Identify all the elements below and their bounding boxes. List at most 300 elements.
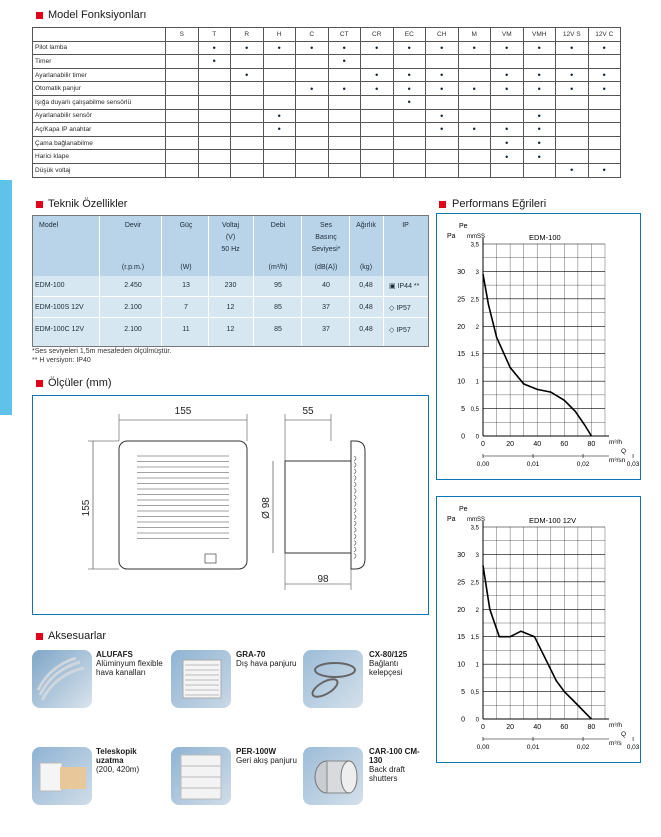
- model-cell: [523, 41, 556, 55]
- aluflex-duct-image: [32, 650, 92, 708]
- feature-dot: •: [570, 42, 574, 53]
- model-cell: [328, 136, 361, 150]
- model-cell: [523, 82, 556, 96]
- model-cell: [198, 150, 231, 164]
- feature-dot: •: [277, 42, 281, 53]
- feature-dot: •: [570, 83, 574, 94]
- telescopic-extension-image: [32, 747, 92, 805]
- feature-dot: •: [375, 70, 379, 81]
- chart-svg-edm100-12v: [437, 497, 640, 762]
- model-cell: [556, 150, 589, 164]
- spec-cell-ses: 37: [322, 326, 330, 333]
- section-marker: [36, 380, 43, 387]
- spec-cell-devir: 2.450: [124, 282, 142, 289]
- section-title-model-functions: Model Fonksiyonları: [48, 9, 147, 21]
- model-column-header: 12V S: [556, 28, 589, 42]
- dim-diameter-98: Ø 98: [261, 497, 272, 519]
- model-cell: [588, 95, 621, 109]
- y-tick-pa: 25: [457, 579, 465, 587]
- car100-backdraft-image: [303, 747, 363, 805]
- model-cell: [426, 163, 459, 177]
- spec-note-1: *Ses seviyeleri 1,5m mesafeden ölçülmüştür.: [32, 348, 172, 355]
- model-cell: [426, 95, 459, 109]
- cx-clamp-image: [303, 650, 363, 708]
- model-cell: [328, 95, 361, 109]
- feature-dot: •: [505, 70, 509, 81]
- model-cell: [296, 150, 329, 164]
- model-cell: [166, 55, 199, 69]
- feature-dot: •: [570, 165, 574, 176]
- y-tick-pa: 30: [457, 551, 465, 559]
- accessory-desc: Alüminyum flexible hava kanalları: [96, 659, 163, 677]
- model-cell: [523, 95, 556, 109]
- model-cell: [523, 150, 556, 164]
- model-cell: [328, 41, 361, 55]
- model-cell: [361, 55, 394, 69]
- model-row-label: Düşük voltaj: [33, 163, 166, 177]
- x-tick: 80: [587, 724, 596, 731]
- accessory-desc: (200, 420m): [96, 765, 140, 774]
- model-column-header: CH: [426, 28, 459, 42]
- model-cell: [263, 163, 296, 177]
- model-column-header: CT: [328, 28, 361, 42]
- accessory-name: CAR-100 CM-130: [369, 747, 420, 765]
- model-cell: [491, 150, 524, 164]
- y-tick-pa: 0: [461, 433, 465, 441]
- model-row: [33, 68, 621, 82]
- model-cell: [556, 95, 589, 109]
- x-tick: 0: [481, 724, 485, 731]
- performance-chart-2: [436, 496, 641, 763]
- feature-dot: •: [537, 83, 541, 94]
- model-cell: [426, 55, 459, 69]
- model-cell: [166, 163, 199, 177]
- model-row-label: Otomatik panjur: [33, 82, 166, 96]
- model-cell: [458, 136, 491, 150]
- performance-chart-1: [436, 213, 641, 480]
- y-tick-pa: 10: [457, 378, 465, 386]
- feature-dot: •: [375, 83, 379, 94]
- feature-dot: •: [570, 70, 574, 81]
- model-cell: [393, 150, 426, 164]
- accessory-name: ALUFAFS: [96, 650, 133, 659]
- y-tick-pa: 10: [457, 661, 465, 669]
- model-cell: [458, 150, 491, 164]
- y-tick-pa: 25: [457, 296, 465, 304]
- spec-cell-ses: 37: [322, 304, 330, 311]
- y-tick-pa: 0: [461, 716, 465, 724]
- feature-dot: •: [472, 124, 476, 135]
- model-cell: [588, 68, 621, 82]
- spec-cell-model: EDM-100C 12V: [35, 326, 85, 333]
- dim-depth-55: 55: [302, 406, 314, 417]
- model-cell: [166, 95, 199, 109]
- spec-cell-devir: 2.100: [124, 326, 142, 333]
- section-marker: [439, 201, 446, 208]
- model-cell: [231, 136, 264, 150]
- model-cell: [426, 68, 459, 82]
- model-cell: [393, 82, 426, 96]
- feature-dot: •: [440, 110, 444, 121]
- model-column-header: VM: [491, 28, 524, 42]
- model-cell: [328, 123, 361, 137]
- model-cell: [361, 68, 394, 82]
- accessory-gra70: [236, 650, 300, 668]
- model-cell: [263, 109, 296, 123]
- model-cell: [198, 123, 231, 137]
- label-pa: Pa: [447, 516, 456, 523]
- accessory-desc: Bağlantı kelepçesi: [369, 659, 403, 677]
- q-tick: 0,01: [526, 461, 540, 468]
- label-pa: Pa: [447, 233, 456, 240]
- model-cell: [231, 41, 264, 55]
- feature-dot: •: [537, 42, 541, 53]
- spec-header-guc: Güç: [179, 222, 193, 229]
- y-tick-mm: 2,5: [470, 297, 479, 304]
- q-tick: 0,03: [626, 744, 640, 751]
- label-mh: m³/h: [609, 722, 622, 729]
- accessory-name: GRA-70: [236, 650, 266, 659]
- spec-cell-debi: 85: [274, 326, 282, 333]
- model-cell: [426, 150, 459, 164]
- model-cell: [556, 82, 589, 96]
- spec-header-ses-2: Basınç: [315, 234, 337, 241]
- x-tick: 20: [506, 441, 515, 448]
- label-pe: Pe: [459, 223, 468, 230]
- x-tick: 40: [533, 441, 542, 448]
- feature-dot: •: [602, 83, 606, 94]
- model-cell: [263, 136, 296, 150]
- model-cell: [393, 68, 426, 82]
- section-title-performance: Performans Eğrileri: [452, 198, 547, 210]
- feature-dot: •: [537, 110, 541, 121]
- dim-width-155: 155: [174, 406, 192, 417]
- model-row-label: Çama bağlanabilme: [33, 136, 166, 150]
- model-cell: [523, 68, 556, 82]
- model-cell: [231, 163, 264, 177]
- feature-dot: •: [602, 42, 606, 53]
- model-row: [33, 163, 621, 177]
- y-tick-mm: 0,5: [470, 407, 479, 414]
- model-column-header: 12V C: [588, 28, 621, 42]
- model-cell: [393, 55, 426, 69]
- spec-header-ses-unit: (dB(A)): [314, 264, 338, 271]
- y-tick-mm: 0: [475, 434, 479, 441]
- model-cell: [198, 136, 231, 150]
- q-tick: 0,02: [576, 461, 590, 468]
- y-tick-mm: 3: [475, 269, 479, 276]
- model-cell: [166, 41, 199, 55]
- model-cell: [296, 55, 329, 69]
- accessory-cx: [369, 650, 431, 677]
- model-cell: [198, 68, 231, 82]
- feature-dot: •: [212, 42, 216, 53]
- spec-table: [32, 215, 429, 347]
- feature-dot: •: [407, 83, 411, 94]
- spec-cell-debi: 85: [274, 304, 282, 311]
- model-row: [33, 136, 621, 150]
- model-cell: [523, 136, 556, 150]
- model-cell: [556, 41, 589, 55]
- model-cell: [296, 95, 329, 109]
- model-row-label: Ayarlanabilir sensör: [33, 109, 166, 123]
- spec-cell-agirlik: 0,48: [359, 304, 373, 311]
- model-cell: [491, 82, 524, 96]
- model-cell: [491, 136, 524, 150]
- spec-header-guc-unit: (W): [180, 264, 192, 271]
- feature-dot: •: [537, 138, 541, 149]
- model-column-header: C: [296, 28, 329, 42]
- x-tick: 60: [560, 724, 569, 731]
- feature-dot: •: [440, 124, 444, 135]
- model-cell: [458, 163, 491, 177]
- model-cell: [263, 150, 296, 164]
- model-cell: [296, 41, 329, 55]
- model-cell: [166, 123, 199, 137]
- model-cell: [458, 109, 491, 123]
- x-tick: 80: [587, 441, 596, 448]
- model-cell: [328, 109, 361, 123]
- model-cell: [328, 150, 361, 164]
- spec-cell-debi: 95: [274, 282, 282, 289]
- model-cell: [231, 95, 264, 109]
- model-cell: [393, 95, 426, 109]
- feature-dot: •: [472, 83, 476, 94]
- feature-dot: •: [472, 42, 476, 53]
- model-cell: [296, 136, 329, 150]
- model-column-header: EC: [393, 28, 426, 42]
- model-cell: [361, 136, 394, 150]
- feature-dot: •: [602, 70, 606, 81]
- model-cell: [588, 150, 621, 164]
- feature-dot: •: [537, 70, 541, 81]
- ip-diamond-icon: ◇: [389, 327, 397, 334]
- feature-dot: •: [407, 70, 411, 81]
- spec-cell-guc: 13: [182, 282, 190, 289]
- accessory-aluflex: [96, 650, 164, 677]
- feature-dot: •: [537, 151, 541, 162]
- section-title-accessories: Aksesuarlar: [48, 630, 107, 642]
- model-cell: [458, 95, 491, 109]
- section-title-dimensions: Ölçüler (mm): [48, 377, 112, 389]
- q-tick: 0,03: [626, 461, 640, 468]
- accessory-name: CX-80/125: [369, 650, 408, 659]
- y-tick-mm: 1,5: [470, 352, 479, 359]
- model-column-header: H: [263, 28, 296, 42]
- feature-dot: •: [505, 151, 509, 162]
- feature-dot: •: [505, 138, 509, 149]
- y-tick-mm: 1: [475, 662, 479, 669]
- spec-cell-agirlik: 0,48: [359, 326, 373, 333]
- spec-cell-guc: 7: [184, 304, 188, 311]
- feature-dot: •: [505, 42, 509, 53]
- spec-header-debi-unit: (m³/h): [268, 264, 288, 271]
- model-cell: [231, 55, 264, 69]
- model-cell: [523, 163, 556, 177]
- feature-dot: •: [407, 42, 411, 53]
- x-tick: 40: [533, 724, 542, 731]
- dimensions-drawing: [32, 395, 429, 615]
- accessory-car100: [369, 747, 431, 783]
- model-cell: [231, 123, 264, 137]
- model-cell: [263, 82, 296, 96]
- model-cell: [588, 82, 621, 96]
- per100w-shutter-image: [171, 747, 231, 805]
- label-pe: Pe: [459, 506, 468, 513]
- spec-header-voltaj: Voltaj: [221, 222, 240, 229]
- model-column-header: R: [231, 28, 264, 42]
- model-column-header: M: [458, 28, 491, 42]
- model-cell: [296, 109, 329, 123]
- model-cell: [426, 41, 459, 55]
- feature-dot: •: [342, 56, 346, 67]
- model-cell: [491, 163, 524, 177]
- feature-dot: •: [537, 124, 541, 135]
- feature-dot: •: [277, 110, 281, 121]
- model-cell: [393, 41, 426, 55]
- spec-cell-voltaj: 230: [224, 282, 237, 289]
- spec-cell-model: EDM-100: [35, 282, 65, 289]
- spec-header-agirlik: Ağırlık: [356, 222, 376, 229]
- model-cell: [523, 123, 556, 137]
- model-row-label: Timer: [33, 55, 166, 69]
- spec-header-ses-3: Seviyesi*: [311, 246, 341, 253]
- feature-dot: •: [245, 42, 249, 53]
- model-cell: [458, 82, 491, 96]
- model-cell: [263, 41, 296, 55]
- model-cell: [166, 136, 199, 150]
- model-cell: [263, 55, 296, 69]
- model-cell: [328, 55, 361, 69]
- ip-rating: IP57: [396, 305, 411, 312]
- model-cell: [588, 136, 621, 150]
- dimension-svg: [33, 396, 428, 614]
- model-cell: [263, 123, 296, 137]
- feature-dot: •: [440, 70, 444, 81]
- feature-dot: •: [505, 124, 509, 135]
- model-cell: [588, 41, 621, 55]
- q-tick: 0,01: [526, 744, 540, 751]
- feature-dot: •: [212, 56, 216, 67]
- model-cell: [296, 123, 329, 137]
- ip-square-icon: ▣: [389, 283, 398, 290]
- feature-dot: •: [375, 42, 379, 53]
- model-cell: [361, 41, 394, 55]
- model-cell: [426, 136, 459, 150]
- y-tick-mm: 3,5: [470, 242, 479, 249]
- spec-cell-agirlik: 0,48: [359, 282, 373, 289]
- model-cell: [588, 109, 621, 123]
- model-cell: [556, 136, 589, 150]
- x-tick: 60: [560, 441, 569, 448]
- feature-dot: •: [310, 83, 314, 94]
- spec-header-model: Model: [39, 222, 59, 229]
- model-cell: [198, 163, 231, 177]
- model-cell: [166, 150, 199, 164]
- model-cell: [198, 95, 231, 109]
- spec-cell-model: EDM-100S 12V: [35, 304, 84, 311]
- model-cell: [198, 41, 231, 55]
- model-cell: [166, 109, 199, 123]
- model-cell: [491, 68, 524, 82]
- model-cell: [393, 163, 426, 177]
- chart-svg-edm100: [437, 214, 640, 479]
- gra70-grille-image: [171, 650, 231, 708]
- spec-header-devir-unit: (r.p.m.): [121, 264, 145, 271]
- model-cell: [491, 109, 524, 123]
- model-cell: [458, 68, 491, 82]
- section-marker: [36, 12, 43, 19]
- model-cell: [556, 55, 589, 69]
- label-mmss: mmSS: [467, 234, 485, 240]
- dim-length-98: 98: [317, 574, 329, 585]
- y-tick-mm: 3,5: [470, 525, 479, 532]
- q-tick: 0,02: [576, 744, 590, 751]
- spec-header-ip: IP: [402, 222, 409, 229]
- section-marker: [36, 201, 43, 208]
- y-tick-mm: 2: [475, 607, 479, 614]
- ip-diamond-icon: ◇: [389, 305, 397, 312]
- feature-dot: •: [602, 165, 606, 176]
- model-cell: [523, 109, 556, 123]
- model-cell: [393, 136, 426, 150]
- spec-cell-ses: 40: [322, 282, 330, 289]
- model-cell: [296, 82, 329, 96]
- model-cell: [328, 163, 361, 177]
- model-cell: [361, 163, 394, 177]
- model-cell: [491, 41, 524, 55]
- label-mmss: mmSS: [467, 517, 485, 523]
- spec-header-debi: Debi: [270, 222, 286, 229]
- model-header-blank: [33, 28, 166, 42]
- model-cell: [361, 150, 394, 164]
- model-cell: [231, 109, 264, 123]
- model-cell: [361, 109, 394, 123]
- model-cell: [231, 68, 264, 82]
- spec-note-2: ** H versiyon: IP40: [32, 357, 91, 364]
- feature-dot: •: [440, 83, 444, 94]
- label-q: Q: [621, 448, 627, 455]
- label-q: Q: [621, 731, 627, 738]
- model-cell: [588, 55, 621, 69]
- model-cell: [361, 95, 394, 109]
- model-row-label: Ayarlanabilir timer: [33, 68, 166, 82]
- y-tick-pa: 5: [461, 406, 465, 414]
- spec-header-voltaj-unit: (V): [225, 234, 236, 241]
- spec-cell-ip: [389, 304, 429, 312]
- model-row-label: Aç/Kapa IP anahtar: [33, 123, 166, 137]
- model-cell: [296, 68, 329, 82]
- model-cell: [263, 68, 296, 82]
- spec-header-agirlik-unit: (kg): [359, 264, 373, 271]
- chart-title: EDM-100 12V: [529, 516, 577, 525]
- label-mh: m³/h: [609, 439, 622, 446]
- model-cell: [198, 82, 231, 96]
- y-tick-mm: 2,5: [470, 580, 479, 587]
- y-tick-pa: 20: [457, 606, 465, 614]
- model-cell: [556, 109, 589, 123]
- y-tick-mm: 3: [475, 552, 479, 559]
- model-row: [33, 123, 621, 137]
- label-ms: m³/sn: [609, 457, 626, 464]
- model-row-label: Işığa duyarlı çalışabilme sensörlü: [33, 95, 166, 109]
- model-cell: [458, 55, 491, 69]
- model-cell: [426, 109, 459, 123]
- model-row: [33, 82, 621, 96]
- feature-dot: •: [310, 42, 314, 53]
- spec-cell-ip: [389, 282, 429, 290]
- y-tick-mm: 1,5: [470, 635, 479, 642]
